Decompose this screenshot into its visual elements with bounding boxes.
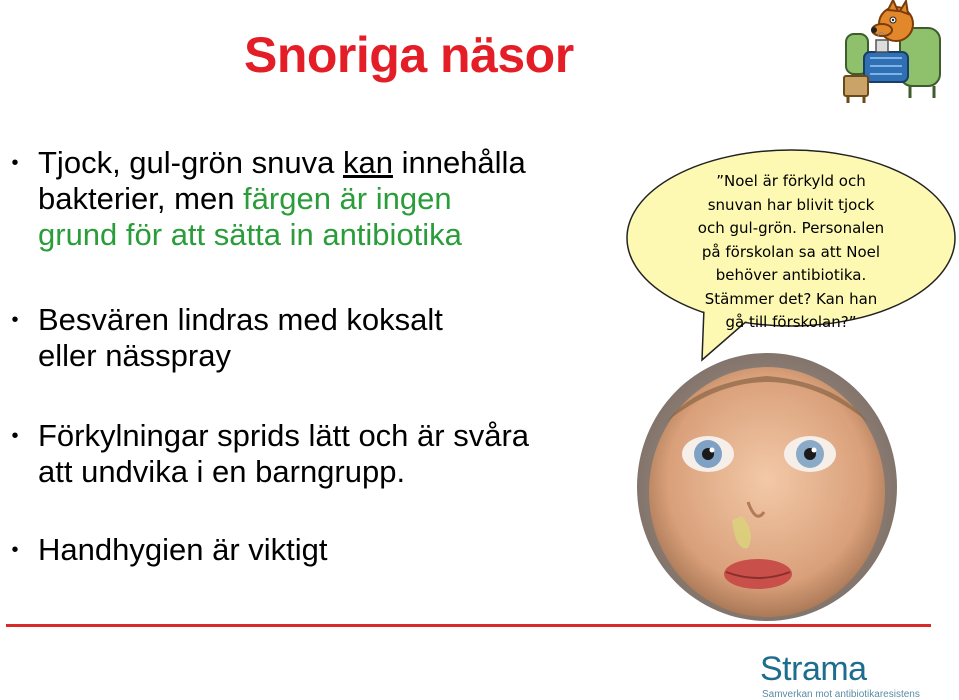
bullet-marker: • (11, 152, 19, 174)
speech-bubble-text: ”Noel är förkyld och snuvan har blivit tjock och gul-grön. Personalen på förskolan sa att Noel behöver antibiotika. Stämmer det? Kan han gå till förskolan?” (697, 172, 885, 331)
bullet-text: Tjock, gul-grön snuva kan innehålla bakterier, men färgen är ingen grund för att sätta in antibiotika (38, 145, 526, 252)
bullet-text: Handhygien är viktigt (38, 532, 328, 567)
mascot-illustration (838, 0, 959, 105)
highlight-text: färgen är ingen (243, 181, 452, 216)
logo-tagline: Samverkan mot antibiotikaresistens (762, 689, 920, 700)
footer-divider (6, 624, 931, 627)
bullet-marker: • (11, 425, 19, 447)
bullet-marker: • (11, 309, 19, 331)
highlight-text: grund för att sätta in antibiotika (38, 217, 462, 252)
speech-bubble (626, 148, 956, 363)
strama-logo: Strama (760, 650, 867, 688)
child-photo (636, 352, 898, 622)
page-title: Snoriga näsor (244, 27, 574, 83)
bullet-text: Besvären lindras med koksalt eller nässpray (38, 302, 443, 373)
bullet-text: Förkylningar sprids lätt och är svåra att undvika i en barngrupp. (38, 418, 530, 489)
bullet-marker: • (11, 539, 19, 561)
emphasis-kan: kan (342, 145, 393, 180)
